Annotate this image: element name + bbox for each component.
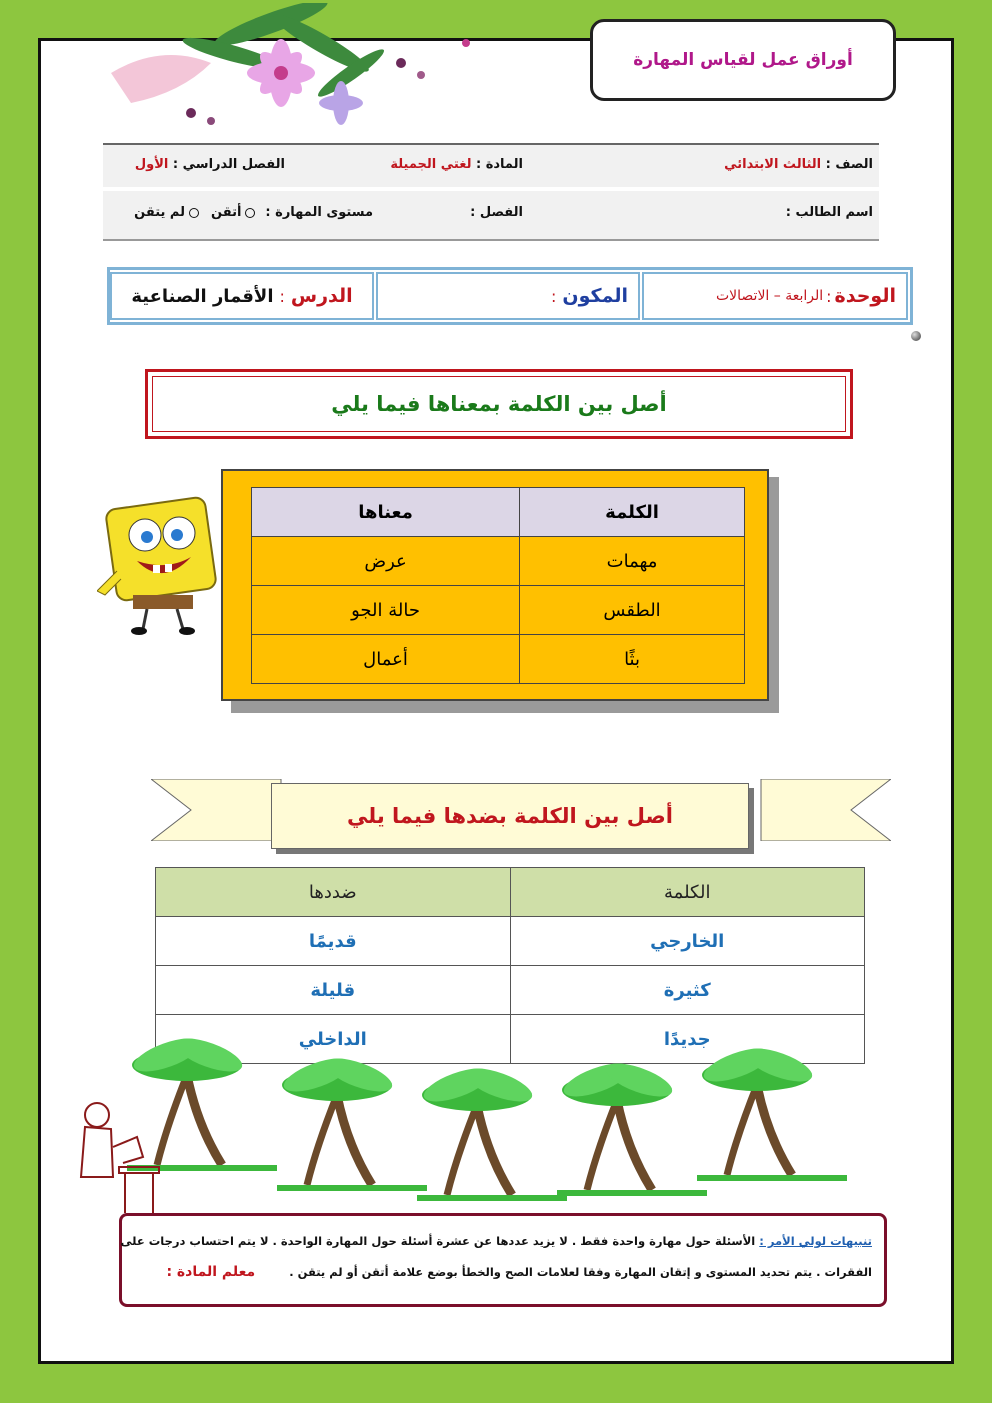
exercise2-instruction-box	[271, 783, 749, 849]
opposite-cell[interactable]: الداخلي	[156, 1015, 511, 1064]
column-header: الكلمة	[520, 488, 745, 537]
student-info-panel	[103, 143, 879, 241]
teacher-sketch-icon	[73, 1097, 163, 1217]
opposite-cell[interactable]: قديمًا	[156, 917, 511, 966]
worksheet-title: أوراق عمل لقياس المهارة	[590, 19, 896, 101]
worksheet-page	[38, 38, 954, 1364]
mastered-radio[interactable]	[245, 208, 255, 218]
table-row	[252, 586, 745, 635]
meaning-cell[interactable]: عرض	[252, 537, 520, 586]
column-header: ضددها	[156, 868, 511, 917]
exercise1-table	[251, 487, 745, 684]
not-mastered-radio[interactable]	[189, 208, 199, 218]
meaning-cell[interactable]: حالة الجو	[252, 586, 520, 635]
notes-line-1: تنبيهات لولي الأمر : الأسئلة حول مهارة واحدة فقط . لا يزيد عددها عن عشرة أسئلة حول المهارة الواحدة . لا يتم احتساب درجات على	[120, 1234, 872, 1248]
word-cell[interactable]: جديدًا	[510, 1015, 865, 1064]
column-header: معناها	[252, 488, 520, 537]
meaning-cell[interactable]: أعمال	[252, 635, 520, 684]
class-field[interactable]: الفصل :	[470, 205, 523, 220]
table-header-row	[156, 868, 865, 917]
student-name-field[interactable]: اسم الطالب :	[785, 205, 873, 220]
exercise1-title: أصل بين الكلمة بمعناها فيما يلي	[331, 392, 667, 416]
grade-field: الصف : الثالث الابتدائي	[724, 157, 873, 172]
term-field: الفصل الدراسي : الأول	[134, 157, 285, 172]
table-row	[252, 635, 745, 684]
table-row	[156, 966, 865, 1015]
opposite-cell[interactable]: قليلة	[156, 966, 511, 1015]
word-cell[interactable]: مهمات	[520, 537, 745, 586]
table-row	[252, 537, 745, 586]
palm-trees-icon	[127, 1025, 897, 1205]
exercise2-title: أصل بين الكلمة بضدها فيما يلي	[347, 804, 673, 828]
table-header-row	[252, 488, 745, 537]
column-header: الكلمة	[510, 868, 865, 917]
word-cell[interactable]: الطقس	[520, 586, 745, 635]
cartoon-character-icon	[97, 491, 227, 641]
word-cell[interactable]: بثًا	[520, 635, 745, 684]
component-cell: المكون :	[376, 272, 640, 320]
exercise1-instruction-box	[145, 369, 853, 439]
bullet-dot-icon	[911, 331, 921, 341]
teacher-label: معلم المادة :	[166, 1264, 256, 1280]
notes-line-2: الفقرات . يتم تحديد المستوى و إتقان المهارة وفقا لعلامات الصح والخطأ بوضع علامة أتقن أو لم يتقن . معلم المادة :	[166, 1264, 872, 1280]
parent-notes-box	[119, 1213, 887, 1307]
unit-bar	[107, 267, 913, 325]
flower-decoration-icon	[71, 3, 491, 143]
exercise1-panel	[221, 469, 769, 701]
skill-level-field: مستوى المهارة : أتقن لم يتقن	[134, 205, 373, 220]
unit-cell: الوحدة : الرابعة – الاتصالات	[642, 272, 908, 320]
table-row	[156, 917, 865, 966]
subject-field: المادة : لغتي الجميلة	[390, 157, 523, 172]
word-cell[interactable]: الخارجي	[510, 917, 865, 966]
word-cell[interactable]: كثيرة	[510, 966, 865, 1015]
lesson-cell: الدرس : الأقمار الصناعية	[110, 272, 374, 320]
